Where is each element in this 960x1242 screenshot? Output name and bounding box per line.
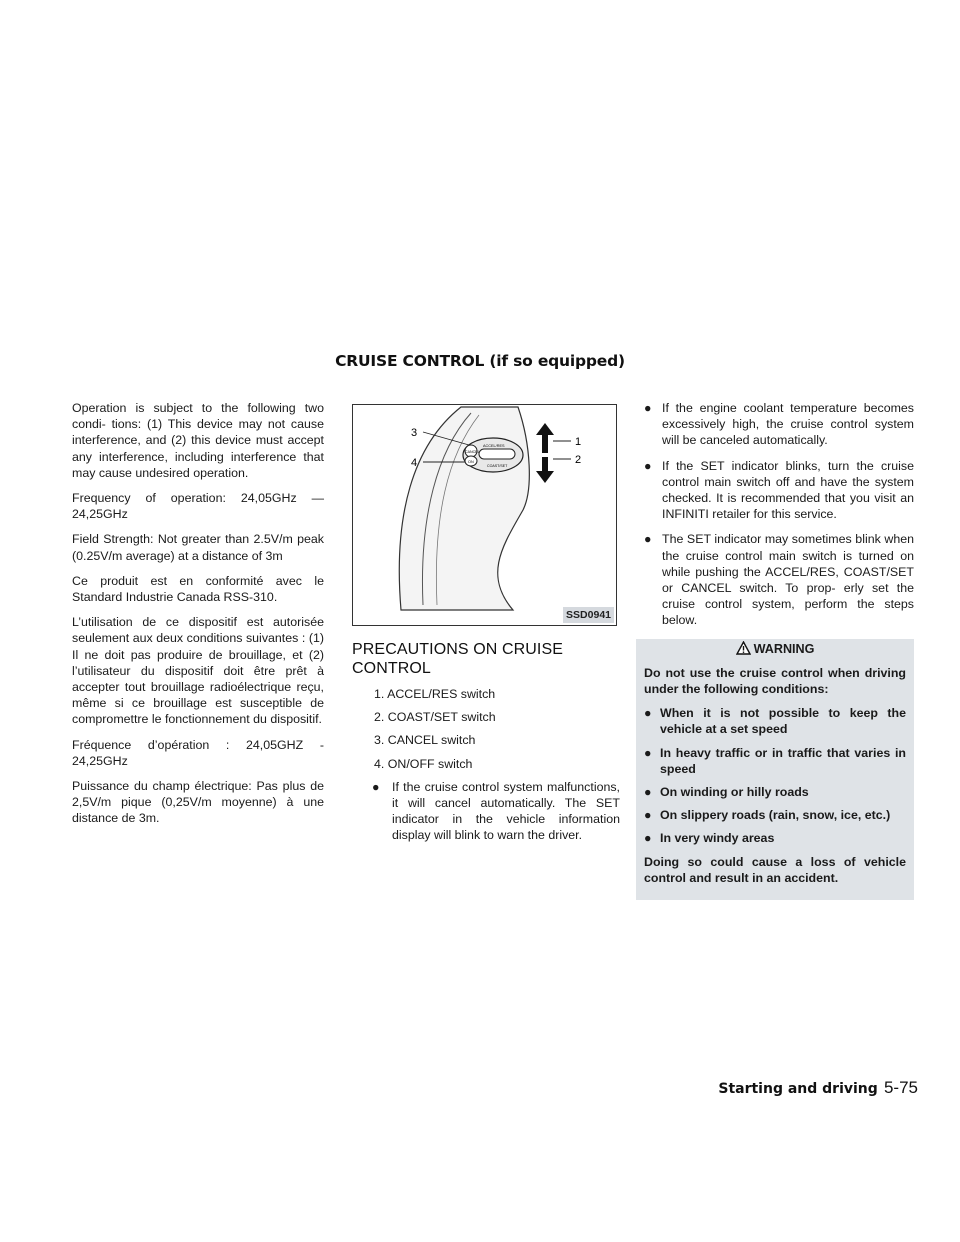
bullet-icon: ● [644, 458, 652, 473]
paragraph: Fréquence d’opération : 24,05GHZ - 24,25GHz [72, 737, 324, 768]
list-item: 4. ON/OFF switch [374, 756, 473, 771]
arrow-down-icon [536, 457, 554, 483]
list-item: ● If the cruise control system malfunctions, it will cancel automatically. The SET indicator in the vehicle information display will blink to warn the driver. [372, 779, 620, 843]
precautions-heading: PRECAUTIONS ON CRUISE CONTROL [352, 641, 564, 677]
bullet-icon: ● [644, 831, 652, 846]
button-label: COAST/SET [487, 464, 508, 468]
list-item: ● If the engine coolant temperature becomes excessively high, the cruise control system will be canceled automatically. [644, 401, 914, 448]
left-column [72, 400, 324, 836]
warning-triangle-icon [736, 641, 751, 655]
callout-1: 1 [575, 436, 582, 448]
paragraph: Puissance du champ électrique: Pas plus de 2,5V/m pique (0,25V/m moyenne) à une distance de 3m. [72, 779, 324, 826]
bullet-icon: ● [644, 706, 652, 721]
paragraph: Ce produit est en conformité avec le Standard Industrie Canada RSS-310. [72, 573, 324, 605]
switch-list [374, 686, 620, 772]
warning-outro: Doing so could cause a loss of vehicle control and result in an accident. [644, 854, 906, 885]
page-footer [708, 1078, 918, 1098]
list-item: ● The SET indicator may sometimes blink when the cruise control main switch is turned on while pushing the ACCEL/RES, COAST/SET or CANCEL switch. To prop- erly set the cruise control system, perform the steps below. [644, 532, 914, 628]
callout-4: 4 [411, 457, 418, 469]
bullet-icon: ● [372, 779, 380, 794]
button-label: CANCEL [465, 450, 480, 454]
bullet-icon: ● [644, 785, 652, 800]
list-item: ● On winding or hilly roads [644, 785, 809, 800]
right-column [636, 400, 914, 900]
footer-section: Starting and driving [718, 1081, 878, 1097]
paragraph: L’utilisation de ce dispositif est autorisée seulement aux deux conditions suivantes : (1) Il ne doit pas produire de brouillage, et (2) l’utilisateur du dispositif doit être prêt à accepter tout brouillage radioélectrique reçu, même si ce brouillage est susceptible de compromettre le fonctionnement du dispositif. [72, 615, 324, 727]
callout-2: 2 [575, 454, 582, 466]
cruise-control-switch-figure [352, 404, 617, 626]
list-item: ● On slippery roads (rain, snow, ice, etc.) [644, 808, 891, 823]
list-item: 2. COAST/SET switch [374, 710, 496, 725]
list-item: ● When it is not possible to keep the vehicle at a set speed [644, 706, 906, 737]
paragraph: Frequency of operation: 24,05GHz — 24,25GHz [72, 491, 324, 522]
list-item: 1. ACCEL/RES switch [374, 687, 496, 701]
bullet-icon: ● [644, 532, 652, 547]
warning-intro: Do not use the cruise control when driving under the following conditions: [644, 665, 906, 697]
button-label: ON [468, 460, 474, 464]
paragraph: Operation is subject to the following two condi- tions: (1) This device may not cause interference, and (2) this device must accept any interference, including interference that may cause undesired operation. [72, 401, 324, 480]
middle-column [352, 404, 620, 853]
warning-box [636, 639, 914, 900]
callout-3: 3 [411, 427, 418, 439]
list-item: ● If the SET indicator blinks, turn the cruise control main switch off and have the system checked. It is recommended that you visit an INFINITI retailer for this service. [644, 458, 914, 522]
page-number: 5-75 [883, 1078, 918, 1097]
bullet-icon: ● [644, 745, 652, 760]
arrow-up-icon [536, 423, 554, 453]
list-item: ● In very windy areas [644, 831, 775, 846]
figure-code: SSD0941 [563, 607, 614, 623]
bullet-icon: ● [644, 401, 652, 415]
list-item: 3. CANCEL switch [374, 733, 476, 748]
paragraph: Field Strength: Not greater than 2.5V/m peak (0.25V/m average) at a distance of 3m [72, 532, 324, 563]
bullet-icon: ● [644, 808, 652, 823]
right-bullets [636, 400, 914, 629]
list-item: ● In heavy traffic or in traffic that varies in speed [644, 745, 906, 776]
section-title: CRUISE CONTROL (if so equipped) [335, 352, 625, 370]
button-label: ACCEL/RES [483, 444, 505, 448]
steering-switch-illustration [353, 405, 618, 627]
precaution-bullets [352, 779, 620, 844]
warning-bullets [644, 705, 906, 846]
warning-heading: WARNING [644, 641, 906, 657]
